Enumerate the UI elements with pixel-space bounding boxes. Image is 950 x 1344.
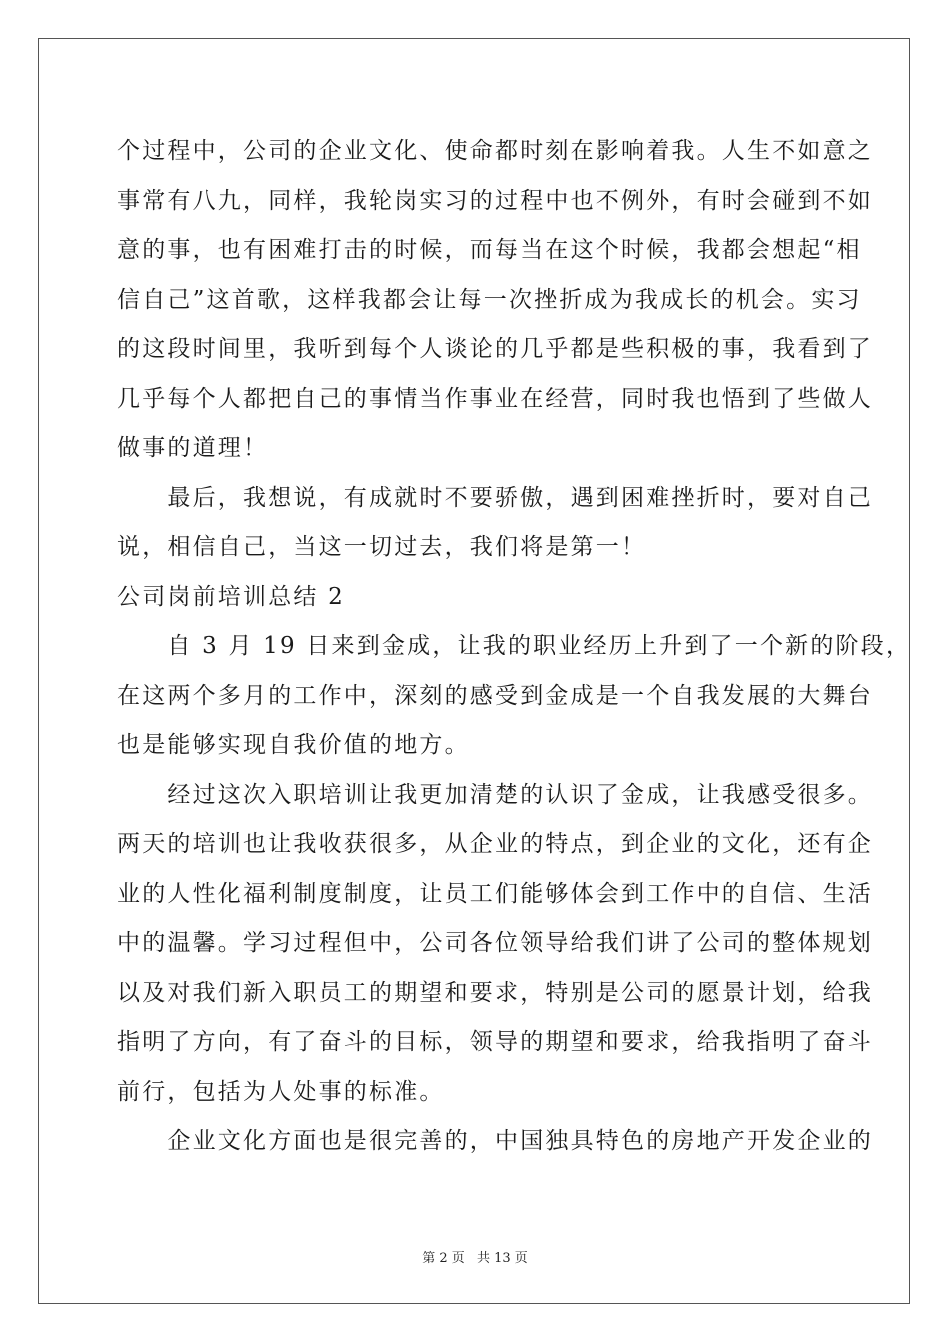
- text-line: 指明了方向，有了奋斗的目标，领导的期望和要求，给我指明了奋斗: [117, 1029, 873, 1055]
- text-line: 的这段时间里，我听到每个人谈论的几乎都是些积极的事，我看到了: [117, 336, 873, 362]
- page-total: 共 13 页: [476, 1251, 528, 1266]
- section-heading: 公司岗前培训总结 2: [117, 583, 345, 610]
- text-line: 也是能够实现自我价值的地方。: [117, 732, 470, 758]
- text-line: 中的温馨。学习过程但中，公司各位领导给我们讲了公司的整体规划: [117, 930, 873, 956]
- text-line: 业的人性化福利制度制度，让员工们能够体会到工作中的自信、生活: [117, 880, 873, 907]
- text-line: 意的事，也有困难打击的时候，而每当在这个时候，我都会想起“相: [117, 237, 862, 263]
- text-line: 两天的培训也让我收获很多，从企业的特点，到企业的文化，还有企: [117, 831, 873, 857]
- text-line: 经过这次入职培训让我更加清楚的认识了金成，让我感受很多。: [117, 781, 873, 808]
- document-body: [117, 127, 912, 1167]
- text-line: 前行，包括为人处事的标准。: [117, 1078, 445, 1105]
- text-line: 最后，我想说，有成就时不要骄傲，遇到困难挫折时，要对自己: [117, 484, 873, 511]
- text-line: 做事的道理！: [117, 435, 269, 461]
- text-line: 自 3 月 19 日来到金成，让我的职业经历上升到了一个新的阶段，: [117, 633, 912, 659]
- text-line: 以及对我们新入职员工的期望和要求，特别是公司的愿景计划，给我: [117, 979, 873, 1006]
- text-line: 说，相信自己，当这一切过去，我们将是第一！: [117, 534, 647, 560]
- text-line: 企业文化方面也是很完善的，中国独具特色的房地产开发企业的: [117, 1128, 873, 1154]
- page-footer: [0, 1247, 950, 1266]
- text-line: 事常有八九，同样，我轮岗实习的过程中也不例外，有时会碰到不如: [117, 187, 873, 214]
- text-line: 几乎每个人都把自己的事情当作事业在经营，同时我也悟到了些做人: [117, 385, 873, 412]
- text-line: 在这两个多月的工作中，深刻的感受到金成是一个自我发展的大舞台: [117, 682, 873, 709]
- page-number: 第 2 页: [422, 1251, 465, 1266]
- text-line: 个过程中，公司的企业文化、使命都时刻在影响着我。人生不如意之: [117, 138, 873, 164]
- text-line: 信自己”这首歌，这样我都会让每一次挫折成为我成长的机会。实习: [117, 286, 862, 313]
